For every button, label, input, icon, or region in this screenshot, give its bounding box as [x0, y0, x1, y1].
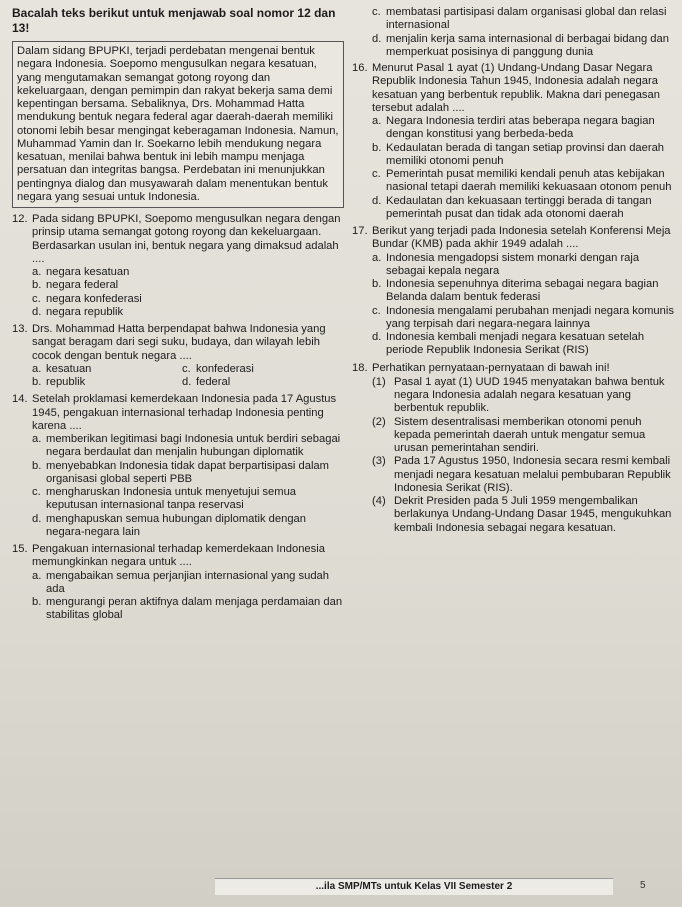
option-text: republik: [46, 376, 86, 388]
option-c[interactable]: c. mengharuskan Indonesia untuk menyetujui semua keputusan internasional tanpa reservasi: [32, 486, 297, 512]
option-text: Indonesia sepenuhnya diterima sebagai negara bagian Belanda dalam bentuk federasi: [386, 278, 659, 304]
option-text: Kedaulatan berada di tangan setiap provinsi dan daerah memiliki otonomi penuh: [386, 141, 665, 167]
passage-text: Dalam sidang BPUPKI, terjadi perdebatan mengenai bentuk negara Indonesia. Soepomo mengusulkan negara kesatuan, yang mengutamakan semangat gotong royong dan kekeluargaan, dengan pemimpin dan rakyat bekerja sama demi kepentingan bersama. Sebaliknya, Drs. Mohammad Hatta mendukung bentuk negara federal agar daerah-daerah memiliki otonomi lebih besar mengingat keberagaman Indonesia. Namun, Muhammad Yamin dan Ir. Soekarno lebih mendukung negara kesatuan, menilai bahwa bentuk ini lebih mampu menjaga persatuan dan integritas bangsa. Perdebatan ini menunjukkan pentingnya dialog dan musyawarah dalam menentukan bentuk negara yang sesuai untuk Indonesia.: [17, 45, 339, 203]
question-number: 18.: [352, 361, 368, 374]
statement-text: Pasal 1 ayat (1) UUD 1945 menyatakan bahwa bentuk negara Indonesia adalah negara kesatuan yang berbentuk republik.: [394, 375, 665, 415]
option-a[interactable]: a. kesatuan: [32, 362, 92, 375]
question-text: Pengakuan internasional terhadap kemerdekaan Indonesia memungkinkan negara untuk ....: [32, 543, 325, 569]
question-text: Setelah proklamasi kemerdekaan Indonesia pada 17 Agustus 1945, pengakuan internasional terhadap Indonesia penting karena ....: [32, 393, 337, 432]
option-b[interactable]: b. Indonesia sepenuhnya diterima sebagai negara bagian Belanda dalam bentuk federasi: [372, 278, 659, 304]
question-15: [12, 543, 344, 623]
option-b[interactable]: b. Kedaulatan berada di tangan setiap provinsi dan daerah memiliki otonomi penuh: [372, 141, 665, 167]
option-text: mengharuskan Indonesia untuk menyetujui semua keputusan internasional tanpa reservasi: [46, 486, 297, 512]
question-number: 17.: [352, 225, 368, 237]
question-text: Pada sidang BPUPKI, Soepomo mengusulkan negara dengan prinsip utama semangat gotong royong dan kekeluargaan. Berdasarkan usulan ini, bentuk negara yang dimaksud adalah ....: [32, 213, 341, 265]
question-text: Menurut Pasal 1 ayat (1) Undang-Undang Dasar Negara Republik Indonesia Tahun 1945, Indonesia adalah negara kesatuan yang berbentuk republik. Makna dari penegasan tersebut adalah ....: [372, 62, 660, 114]
option-a[interactable]: a. Indonesia mengadopsi sistem monarki dengan raja sebagai kepala negara: [372, 251, 640, 277]
question-12: [12, 213, 344, 319]
statement-text: Pada 17 Agustus 1950, Indonesia secara resmi kembali menjadi negara kesatuan melalui pembubaran Republik Indonesia Serikat (RIS).: [394, 455, 671, 494]
option-b[interactable]: b. negara federal: [32, 279, 119, 292]
option-b[interactable]: b. menyebabkan Indonesia tidak dapat berpartisipasi dalam organisasi global seperti PBB: [32, 459, 329, 485]
question-number: 13.: [12, 323, 28, 335]
option-d[interactable]: d. menjalin kerja sama internasional di berbagai bidang dan memperkuat posisinya di panggung dunia: [372, 32, 669, 58]
option-c[interactable]: c. membatasi partisipasi dalam organisasi global dan relasi internasional: [372, 6, 667, 32]
option-text: menghapuskan semua hubungan diplomatik dengan negara-negara lain: [46, 512, 306, 538]
option-c[interactable]: c. konfederasi: [182, 362, 254, 375]
question-number: 14.: [12, 393, 28, 406]
reading-passage: [12, 41, 344, 208]
option-text: menjalin kerja sama internasional di berbagai bidang dan memperkuat posisinya di panggung dunia: [386, 32, 669, 58]
question-number: 16.: [352, 62, 368, 74]
option-text: Indonesia mengadopsi sistem monarki dengan raja sebagai kepala negara: [386, 251, 640, 277]
footer-label: ...ila SMP/MTs untuk Kelas VII Semester 2: [215, 878, 613, 895]
option-text: negara republik: [46, 305, 124, 318]
option-text: negara konfederasi: [46, 292, 142, 305]
option-b[interactable]: b. mengurangi peran aktifnya dalam menjaga perdamaian dan stabilitas global: [32, 596, 343, 622]
question-13: [12, 323, 344, 389]
question-18: [352, 362, 676, 535]
option-c[interactable]: c. Indonesia mengalami perubahan menjadi negara komunis yang terpisah dari negara-negara lainnya: [372, 304, 674, 330]
option-d[interactable]: d. menghapuskan semua hubungan diplomatik dengan negara-negara lain: [32, 512, 306, 538]
question-16: [352, 62, 676, 221]
option-text: Pemerintah pusat memiliki kendali penuh atas kebijakan nasional tetapi daerah memiliki kekuasaan otonom penuh: [386, 168, 672, 194]
option-b[interactable]: b. republik: [32, 376, 86, 388]
option-text: konfederasi: [196, 362, 254, 375]
option-text: menyebabkan Indonesia tidak dapat berpartisipasi dalam organisasi global seperti PBB: [46, 459, 329, 485]
right-column: [352, 6, 676, 539]
option-text: negara kesatuan: [46, 266, 130, 278]
option-c[interactable]: c. negara konfederasi: [32, 292, 142, 305]
option-a[interactable]: a. negara kesatuan: [32, 266, 130, 278]
question-number: 12.: [12, 213, 28, 225]
option-d[interactable]: d. Kedaulatan dan kekuasaan tertinggi berada di tangan pemerintah pusat dan tidak ada otonomi daerah: [372, 194, 652, 220]
question-text: Drs. Mohammad Hatta berpendapat bahwa Indonesia yang sangat beragam dari segi suku, budaya, dan wilayah lebih cocok dengan bentuk negara ....: [32, 323, 326, 362]
option-text: Negara Indonesia terdiri atas beberapa negara bagian dengan konstitusi yang berbeda-beda: [386, 115, 655, 141]
question-text: Perhatikan pernyataan-pernyataan di bawah ini!: [372, 361, 610, 374]
page-number: 5: [640, 880, 646, 891]
option-text: mengurangi peran aktifnya dalam menjaga perdamaian dan stabilitas global: [46, 596, 343, 622]
option-text: negara federal: [46, 279, 119, 292]
option-text: kesatuan: [46, 362, 92, 375]
statement-text: Dekrit Presiden pada 5 Juli 1959 mengembalikan berlakunya Undang-Undang Dasar 1945, mengukuhkan kembali Indonesia sebagai negara kesatuan.: [394, 495, 672, 534]
question-text: Berikut yang terjadi pada Indonesia setelah Konferensi Meja Bundar (KMB) pada akhir 1949 adalah ....: [372, 225, 671, 251]
option-text: mengabaikan semua perjanjian internasional yang sudah ada: [46, 569, 329, 595]
statement-4: (4) Dekrit Presiden pada 5 Juli 1959 mengembalikan berlakunya Undang-Undang Dasar 1945, mengukuhkan kembali Indonesia sebagai negara kesatuan.: [372, 495, 672, 534]
option-text: membatasi partisipasi dalam organisasi global dan relasi internasional: [386, 6, 667, 32]
question-14: [12, 393, 344, 539]
option-a[interactable]: a. memberikan legitimasi bagi Indonesia untuk berdiri sebagai negara berdaulat dan menjalin hubungan diplomatik: [32, 433, 341, 459]
statement-2: (2) Sistem desentralisasi memberikan otonomi penuh kepada pemerintah daerah untuk mengatur semua urusan pemerintahan sendiri.: [372, 415, 646, 454]
question-15-continued: [352, 6, 676, 59]
option-text: federal: [196, 376, 231, 388]
statement-text: Sistem desentralisasi memberikan otonomi penuh kepada pemerintah daerah untuk mengatur semua urusan pemerintahan sendiri.: [394, 415, 646, 454]
option-d[interactable]: d. negara republik: [32, 305, 124, 318]
statement-1: (1) Pasal 1 ayat (1) UUD 1945 menyatakan bahwa bentuk negara Indonesia adalah negara kesatuan yang berbentuk republik.: [372, 375, 665, 415]
statement-list: [372, 376, 676, 535]
question-17: [352, 225, 676, 358]
option-c[interactable]: c. Pemerintah pusat memiliki kendali penuh atas kebijakan nasional tetapi daerah memiliki kekuasaan otonom penuh: [372, 168, 672, 194]
option-text: Indonesia mengalami perubahan menjadi negara komunis yang terpisah dari negara-negara lainnya: [386, 304, 674, 330]
option-text: Indonesia kembali menjadi negara kesatuan setelah periode Republik Indonesia Serikat (RIS): [386, 331, 645, 357]
question-number: 15.: [12, 543, 28, 555]
option-a[interactable]: a. Negara Indonesia terdiri atas beberapa negara bagian dengan konstitusi yang berbeda-beda: [372, 115, 655, 141]
option-text: memberikan legitimasi bagi Indonesia untuk berdiri sebagai negara berdaulat dan menjalin hubungan diplomatik: [46, 433, 341, 459]
reading-instruction: Bacalah teks berikut untuk menjawab soal nomor 12 dan 13!: [12, 6, 336, 35]
option-grid: [32, 363, 344, 390]
left-column: [12, 6, 344, 627]
statement-3: (3) Pada 17 Agustus 1950, Indonesia secara resmi kembali menjadi negara kesatuan melalui pembubaran Republik Indonesia Serikat (RIS).: [372, 455, 671, 494]
option-d[interactable]: d. federal: [182, 376, 231, 388]
q15-options-cont: [352, 6, 676, 59]
option-text: Kedaulatan dan kekuasaan tertinggi berada di tangan pemerintah pusat dan tidak ada otonomi daerah: [386, 194, 652, 220]
option-d[interactable]: d. Indonesia kembali menjadi negara kesatuan setelah periode Republik Indonesia Serikat (RIS): [372, 331, 645, 357]
option-a[interactable]: a. mengabaikan semua perjanjian internasional yang sudah ada: [32, 569, 329, 595]
